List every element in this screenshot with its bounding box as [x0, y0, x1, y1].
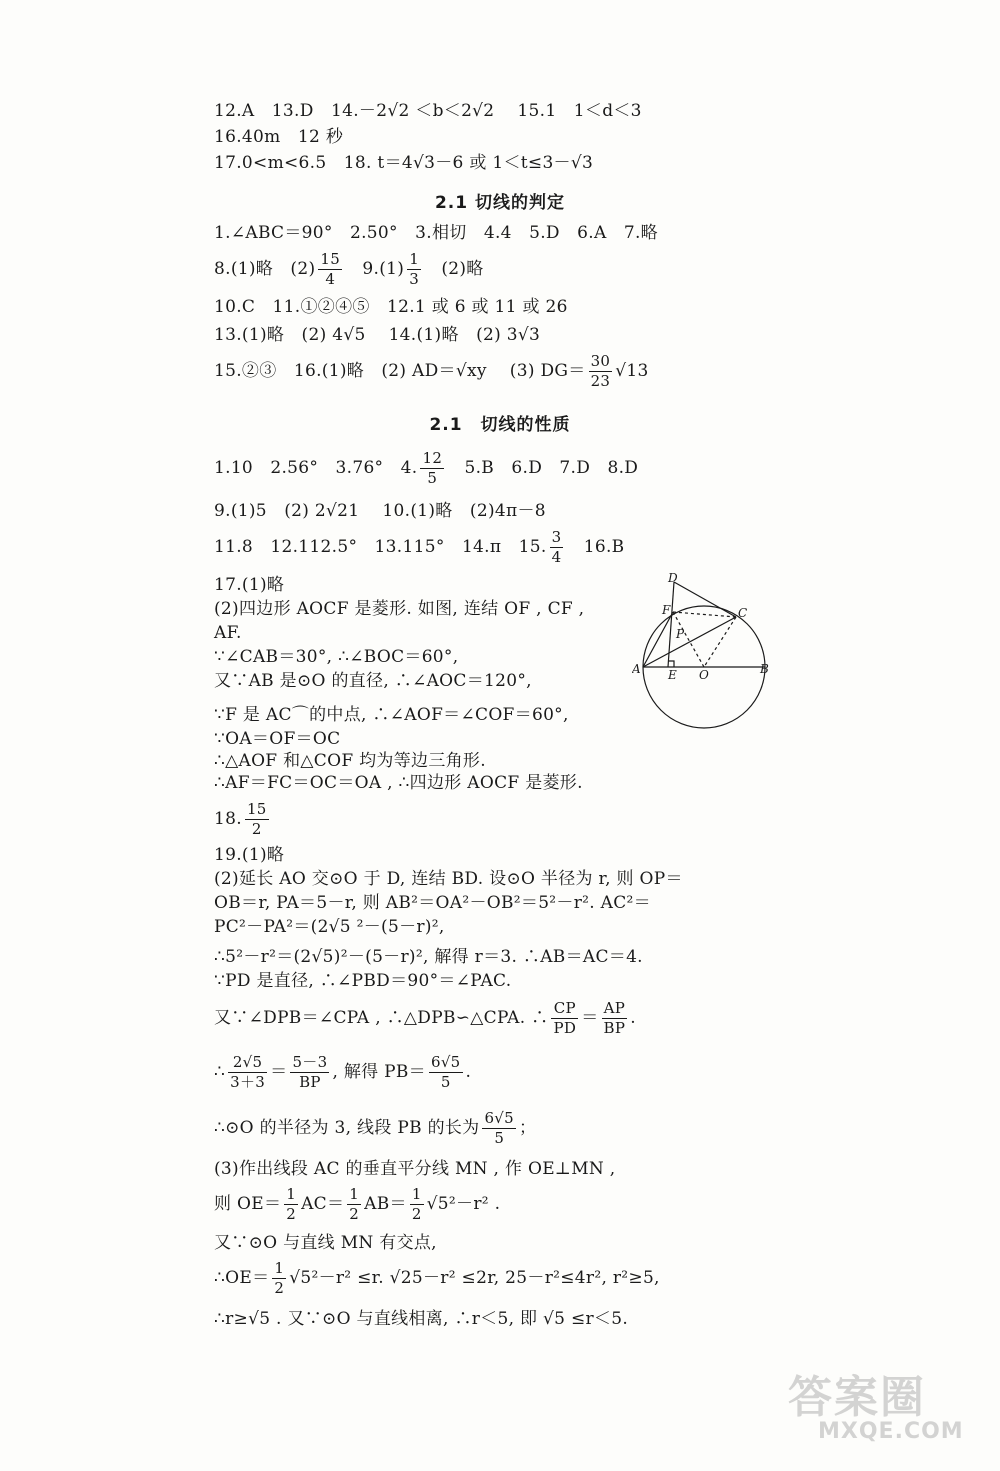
- answer-line-17-18: 17.0<m<6.5 18. t＝4√3－6 或 1＜t≤3－√3: [214, 153, 594, 173]
- q19-line-1: 19.(1)略: [214, 845, 285, 865]
- q19-line-8: [214, 1050, 774, 1094]
- fraction: [407, 252, 421, 287]
- label-e: E: [668, 668, 677, 682]
- text: 又∵∠DPB＝∠CPA , ∴△DPB∽△CPA. ∴: [214, 1008, 549, 1028]
- s1-line-4: 13.(1)略 (2) 4√5 14.(1)略 (2) 3√3: [214, 325, 541, 345]
- text: .: [630, 1008, 636, 1028]
- s1-line-5: [214, 352, 774, 390]
- denominator: 2: [274, 1279, 285, 1297]
- fraction: [420, 451, 444, 486]
- q19-line-6: ∵PD 是直径, ∴∠PBD＝90°＝∠PAC.: [214, 971, 512, 991]
- segment-fc: [673, 612, 736, 617]
- s1-line-1: 1.∠ABC＝90° 2.50° 3.相切 4.4 5.D 6.A 7.略: [214, 223, 658, 243]
- fraction: [347, 1187, 361, 1222]
- fraction: [318, 252, 342, 287]
- q19-line-9: [214, 1106, 774, 1150]
- q19-line-3: OB＝r, PA＝5－r, 则 AB²＝OA²－OB²＝5²－r². AC²＝: [214, 893, 651, 913]
- denominator: PD: [553, 1019, 577, 1037]
- text: ∴OE＝: [214, 1268, 270, 1288]
- watermark-url: MXQE.COM: [818, 1419, 964, 1444]
- segment-de: [668, 582, 674, 667]
- fraction: [272, 1261, 286, 1296]
- denominator: 2: [251, 820, 262, 838]
- text: √5²－r² .: [426, 1194, 501, 1214]
- q17-line-4: ∵∠CAB＝30°, ∴∠BOC＝60°,: [214, 647, 459, 667]
- s1-line-2: [214, 250, 774, 288]
- watermark-logo: [788, 1361, 978, 1451]
- numerator: 12: [422, 449, 443, 467]
- q17-line-7: ∵OA＝OF＝OC: [214, 729, 341, 749]
- fraction: [228, 1055, 267, 1090]
- text: 5.B 6.D 7.D 8.D: [447, 458, 639, 478]
- label-b: B: [760, 662, 769, 676]
- q19-line-5: ∴5²－r²＝(2√5)²－(5－r)², 解得 r＝3. ∴AB＝AC＝4.: [214, 947, 643, 967]
- label-o: O: [699, 668, 709, 682]
- text: 8.(1)略 (2): [214, 259, 316, 279]
- q19-line-4: PC²－PA²＝(2√5 ²－(5－r)²,: [214, 917, 445, 937]
- label-f: F: [662, 603, 671, 617]
- label-c: C: [738, 606, 748, 620]
- q19-line-11: [214, 1182, 774, 1226]
- numerator: 1: [349, 1185, 360, 1203]
- text: 则 OE＝: [214, 1194, 282, 1214]
- section-title-tangent-property: 2.1 切线的性质: [429, 415, 571, 435]
- label-a: A: [632, 662, 641, 676]
- fraction: [284, 1187, 298, 1222]
- q19-line-12: 又∵⊙O 与直线 MN 有交点,: [214, 1233, 437, 1253]
- fraction: [245, 802, 269, 837]
- q19-line-13: [214, 1256, 774, 1300]
- fraction: [551, 1001, 578, 1036]
- q17-line-1: 17.(1)略: [214, 575, 285, 595]
- denominator: BP: [603, 1019, 626, 1037]
- q17-line-5: 又∵AB 是⊙O 的直径, ∴∠AOC＝120°,: [214, 671, 532, 691]
- denominator: 23: [590, 372, 611, 390]
- text: 16.B: [566, 537, 625, 557]
- denominator: 2: [286, 1205, 297, 1223]
- text: 9.(1): [345, 259, 405, 279]
- numerator: 5－3: [292, 1053, 328, 1071]
- denominator: 2: [349, 1205, 360, 1223]
- text: ∴: [214, 1062, 226, 1082]
- numerator: CP: [551, 1001, 578, 1019]
- section-title-tangent-criterion: 2.1 切线的判定: [434, 193, 566, 213]
- q17-line-6: ∵F 是 AC⌒的中点, ∴∠AOF＝∠COF＝60°,: [214, 705, 569, 725]
- segment-oc: [704, 617, 736, 667]
- numerator: 1: [286, 1185, 297, 1203]
- numerator: 2√5: [228, 1055, 267, 1073]
- fraction: [550, 530, 564, 565]
- denominator: 5: [494, 1129, 505, 1147]
- numerator: 1: [409, 250, 420, 268]
- numerator: 15: [246, 800, 267, 818]
- denominator: 4: [551, 548, 562, 566]
- numerator: 6√5: [484, 1109, 515, 1127]
- text: 18.: [214, 809, 242, 829]
- s2-line-2: 9.(1)5 (2) 2√21 10.(1)略 (2)4π－8: [214, 501, 546, 521]
- text: ＝: [270, 1062, 288, 1082]
- answer-line-16: 16.40m 12 秒: [214, 127, 344, 147]
- q17-line-8: ∴△AOF 和△COF 均为等边三角形.: [214, 751, 486, 771]
- watermark-text: 答案圈: [788, 1372, 926, 1423]
- fraction: [482, 1111, 516, 1146]
- circle-tangent-diagram: [632, 572, 772, 754]
- fraction: [429, 1055, 463, 1090]
- s2-line-3: [214, 527, 774, 567]
- q19-line-10: (3)作出线段 AC 的垂直平分线 MN , 作 OE⊥MN ,: [214, 1159, 616, 1179]
- s1-line-3: 10.C 11.①②④⑤ 12.1 或 6 或 11 或 26: [214, 297, 568, 317]
- text: AB＝: [364, 1194, 407, 1214]
- tangent-dc: [674, 582, 736, 617]
- denominator: 4: [325, 270, 336, 288]
- text: , 解得 PB＝: [332, 1062, 426, 1082]
- label-d: D: [668, 572, 678, 585]
- q17-line-2: (2)四边形 AOCF 是菱形. 如图, 连结 OF , CF ,: [214, 599, 585, 619]
- denominator: 2: [411, 1205, 422, 1223]
- q19-line-14: ∴r≥√5 . 又∵⊙O 与直线相离, ∴r＜5, 即 √5 ≤r＜5.: [214, 1309, 629, 1329]
- s2-line-1: [214, 448, 774, 488]
- fraction: [602, 1001, 628, 1036]
- text: .: [465, 1062, 472, 1082]
- geometry-figure: [632, 572, 772, 754]
- q17-line-3: AF.: [214, 623, 242, 643]
- text: ；: [519, 1118, 537, 1138]
- text: √13: [615, 361, 649, 381]
- answer-line-12-15: 12.A 13.D 14.－2√2 ＜b＜2√2 15.1 1＜d＜3: [214, 101, 642, 121]
- q19-line-2: (2)延长 AO 交⊙O 于 D, 连结 BD. 设⊙O 半径为 r, 则 OP＝: [214, 869, 683, 889]
- numerator: AP: [602, 1001, 628, 1019]
- denominator: 3: [409, 270, 420, 288]
- label-p: P: [676, 627, 685, 641]
- text: 1.10 2.56° 3.76° 4.: [214, 458, 418, 478]
- text: ∴⊙O 的半径为 3, 线段 PB 的长为: [214, 1118, 480, 1138]
- numerator: 30: [590, 352, 611, 370]
- q19-line-7: [214, 996, 774, 1040]
- text: √5²－r² ≤r. √25－r² ≤2r, 25－r²≤4r², r²≥5,: [289, 1268, 660, 1288]
- text: AC＝: [301, 1194, 345, 1214]
- numerator: 3: [551, 528, 562, 546]
- text: (2)略: [424, 259, 484, 279]
- numerator: 15: [320, 250, 341, 268]
- numerator: 1: [411, 1185, 422, 1203]
- denominator: 5: [427, 469, 438, 487]
- denominator: 3＋3: [230, 1073, 266, 1091]
- denominator: BP: [299, 1073, 321, 1091]
- q17-line-9: ∴AF＝FC＝OC＝OA , ∴四边形 AOCF 是菱形.: [214, 773, 583, 793]
- text: ＝: [581, 1008, 599, 1028]
- q18-line: [214, 796, 774, 842]
- fraction: [589, 354, 613, 389]
- denominator: 5: [440, 1073, 451, 1091]
- numerator: 1: [274, 1259, 285, 1277]
- fraction: [290, 1055, 329, 1090]
- numerator: 6√5: [430, 1053, 461, 1071]
- text: 15.②③ 16.(1)略 (2) AD＝√xy (3) DG＝: [214, 361, 586, 381]
- text: 11.8 12.112.5° 13.115° 14.π 15.: [214, 537, 547, 557]
- fraction: [410, 1187, 424, 1222]
